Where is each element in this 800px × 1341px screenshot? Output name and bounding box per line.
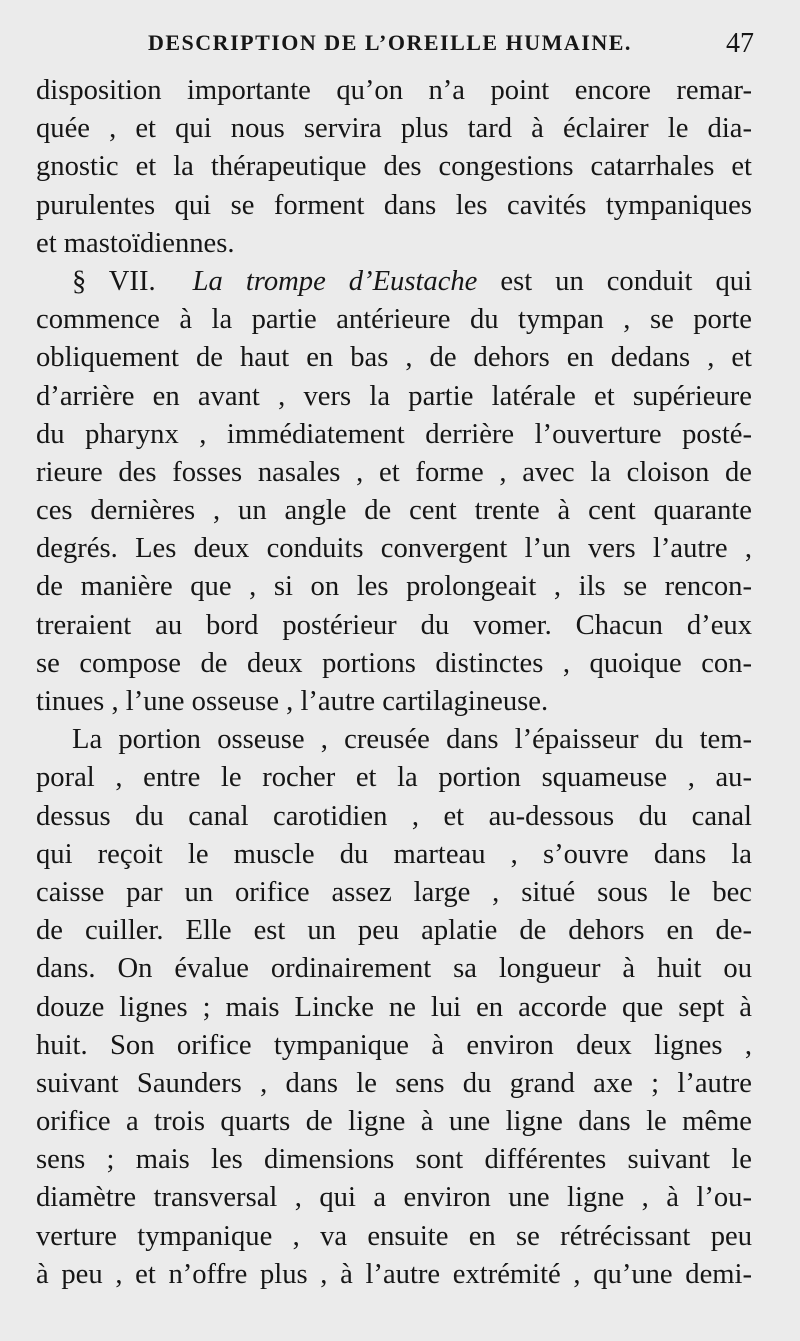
body-text (36, 72, 752, 1294)
text-line: à peu , et n’offre plus , à l’autre extrémité , qu’une demi- (36, 1258, 752, 1290)
text-line: tinues , l’une osseuse , l’autre cartilagineuse. (36, 686, 549, 717)
section-heading-line (36, 263, 752, 301)
text-line: disposition importante qu’on n’a point encore remar- (36, 75, 752, 106)
text-line: obliquement de haut en bas , de dehors en dedans , et (36, 342, 752, 374)
text-line: La portion osseuse , creusée dans l’épaisseur du tem- (72, 724, 752, 756)
page-header (0, 26, 800, 62)
section-title: La trompe d’Eustache (192, 265, 478, 297)
text-line: quée , et qui nous servira plus tard à éclairer le dia- (36, 113, 752, 145)
text-line: dessus du canal carotidien , et au-dessous du canal (36, 800, 752, 832)
text-line: huit. Son orifice tympanique à environ deux lignes , (36, 1029, 752, 1061)
text-line: orifice a trois quarts de ligne à une ligne dans le même (36, 1106, 752, 1138)
text-line: de cuiller. Elle est un peu aplatie de dehors en de- (36, 915, 752, 947)
text-line: dans. On évalue ordinairement sa longueur à huit ou (36, 953, 752, 985)
text-line: ces dernières , un angle de cent trente à cent quarante (36, 495, 752, 527)
text-line: et mastoïdiennes. (36, 227, 235, 259)
text-line: verture tympanique , va ensuite en se rétrécissant peu (36, 1220, 752, 1252)
running-title: DESCRIPTION DE L’OREILLE HUMAINE. (148, 30, 632, 55)
text-line: poral , entre le rocher et la portion squameuse , au- (36, 762, 752, 794)
text-line: treraient au bord postérieur du vomer. Chacun d’eux (36, 609, 752, 641)
text-line: rieure des fosses nasales , et forme , avec la cloison de (36, 456, 752, 488)
text-line: douze lignes ; mais Lincke ne lui en accorde que sept à (36, 991, 752, 1023)
text-fragment: est un conduit qui (500, 265, 752, 297)
text-line: qui reçoit le muscle du marteau , s’ouvre dans la (36, 838, 752, 870)
text-line: d’arrière en avant , vers la partie latérale et supérieure (36, 380, 752, 412)
section-number: § VII. (72, 265, 156, 297)
text-line: suivant Saunders , dans le sens du grand axe ; l’autre (36, 1067, 752, 1099)
text-line: purulentes qui se forment dans les cavités tympaniques (36, 189, 752, 221)
text-line: sens ; mais les dimensions sont différentes suivant le (36, 1144, 752, 1176)
text-line: degrés. Les deux conduits convergent l’un vers l’autre , (36, 533, 752, 565)
text-line: gnostic et la thérapeutique des congestions catarrhales et (36, 151, 752, 183)
page-number: 47 (726, 28, 754, 59)
text-line: de manière que , si on les prolongeait , ils se rencon- (36, 571, 752, 603)
text-line: du pharynx , immédiatement derrière l’ouverture posté- (36, 418, 752, 450)
text-line: se compose de deux portions distinctes , quoique con- (36, 647, 752, 679)
text-line: caisse par un orifice assez large , situé sous le bec (36, 876, 752, 908)
text-line: commence à la partie antérieure du tympan , se porte (36, 304, 752, 336)
text-line: diamètre transversal , qui a environ une ligne , à l’ou- (36, 1182, 752, 1214)
